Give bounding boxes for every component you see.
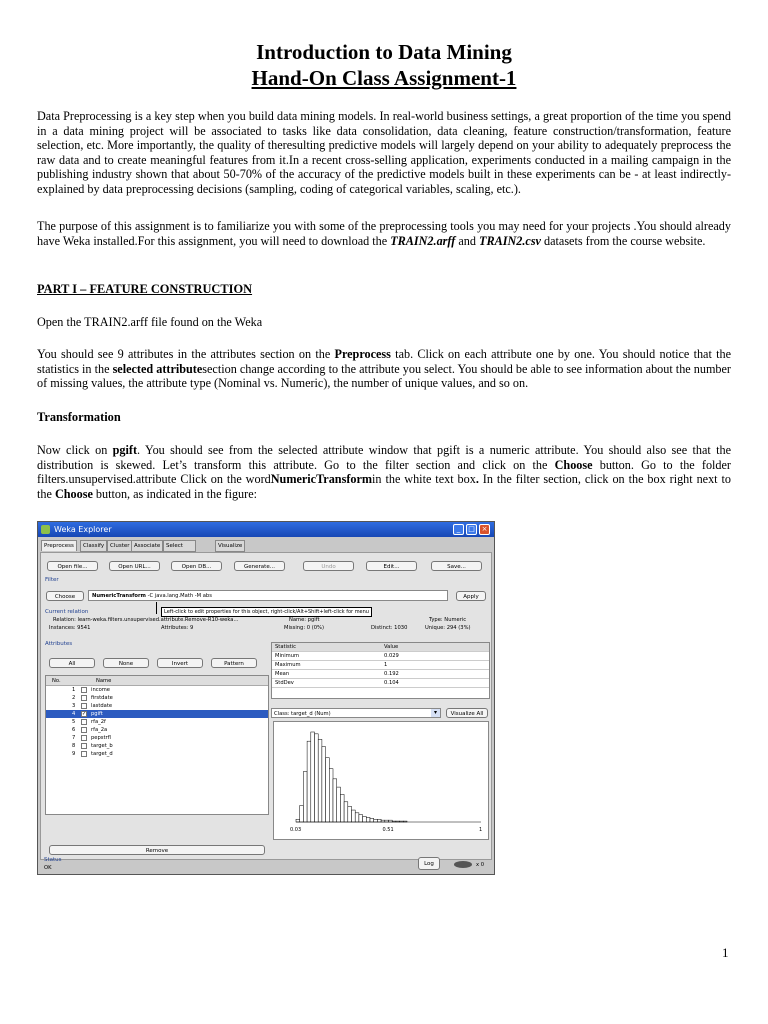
histogram-bar	[296, 819, 300, 822]
pattern-button[interactable]: Pattern	[211, 658, 257, 668]
tooltip-pointer	[156, 602, 157, 614]
attribute-no: 4	[72, 711, 76, 717]
attribute-checkbox[interactable]	[81, 719, 87, 725]
selected-distinct: Distinct: 1030	[371, 625, 408, 631]
none-button[interactable]: None	[103, 658, 149, 668]
attribute-row[interactable]	[46, 710, 268, 718]
transform-paragraph	[37, 443, 731, 501]
class-select-value: Class: target_d (Num)	[274, 711, 331, 717]
filter-textbox[interactable]	[88, 590, 448, 601]
filter-name: NumericTransform	[92, 593, 146, 599]
weka-bird-icon	[41, 525, 50, 534]
stat-row	[272, 670, 489, 679]
histogram-bar	[355, 813, 359, 822]
stat-key: Minimum	[275, 653, 300, 659]
tab-associate[interactable]: Associate	[131, 540, 163, 552]
class-select[interactable]	[271, 708, 441, 718]
selected-missing: Missing: 0 (0%)	[284, 625, 324, 631]
tab-classify[interactable]: Classify	[80, 540, 107, 552]
stat-col-value: Value	[384, 644, 399, 650]
purpose-text-e: datasets from the course website.	[540, 233, 706, 248]
page-number: 1	[722, 945, 729, 960]
histogram-bar	[318, 739, 322, 822]
save-button[interactable]: Save...	[431, 561, 482, 571]
attributes-table-header	[46, 676, 268, 686]
attr-text-a: You should see 9 attributes in the attributes section on the	[37, 347, 335, 361]
stat-key: StdDev	[275, 680, 294, 686]
stat-row	[272, 652, 489, 661]
attribute-row[interactable]	[46, 686, 268, 694]
filter-label: Filter	[45, 577, 59, 583]
attribute-name: rfa_2a	[91, 727, 108, 733]
stats-header	[272, 643, 489, 652]
histogram-bar	[340, 794, 344, 822]
attr-text-c: tab. Click on each attribute one by one. You should notice that the statistics in the	[37, 347, 731, 376]
attribute-checkbox[interactable]	[81, 735, 87, 741]
tab-visualize[interactable]: Visualize	[215, 540, 245, 552]
selected-type: Type: Numeric	[429, 617, 467, 623]
attribute-no: 7	[72, 735, 76, 741]
attribute-checkbox[interactable]	[81, 727, 87, 733]
histogram-bar	[311, 732, 315, 822]
attribute-no: 9	[72, 751, 76, 757]
histogram	[273, 721, 489, 840]
all-button[interactable]: All	[49, 658, 95, 668]
window-title: Weka Explorer	[54, 525, 112, 534]
status-text: OK	[44, 865, 52, 871]
undo-button[interactable]: Undo	[303, 561, 354, 571]
attribute-name: income	[91, 687, 110, 693]
choose-word-2: Choose	[54, 486, 93, 501]
attributes-table	[45, 675, 269, 815]
weka-explorer-window	[37, 521, 495, 875]
choose-word: Choose	[554, 457, 593, 472]
invert-button[interactable]: Invert	[157, 658, 203, 668]
purpose-text-a: The purpose of this assignment is to familiarize you with some of the preprocessing tools you may need for your projects .You should already have Weka installed.For this assignment, you will need to download the	[37, 219, 731, 248]
edit-button[interactable]: Edit...	[366, 561, 417, 571]
selected-attribute-word: selected attribute	[112, 361, 203, 376]
stat-value: 0.104	[384, 680, 399, 686]
col-no: No.	[52, 678, 61, 684]
attribute-name: target_d	[91, 751, 113, 757]
status-label: Status	[44, 857, 62, 863]
pgift-word: pgift	[112, 443, 138, 457]
attribute-checkbox[interactable]	[81, 743, 87, 749]
attribute-name: lastdate	[91, 703, 113, 709]
generate-button[interactable]: Generate...	[234, 561, 285, 571]
weka-titlebar	[38, 522, 494, 537]
attribute-no: 1	[72, 687, 76, 693]
chevron-down-icon[interactable]: ▾	[431, 709, 440, 717]
histogram-bar	[366, 817, 370, 822]
attribute-no: 6	[72, 727, 76, 733]
attribute-row[interactable]	[46, 734, 268, 742]
attribute-checkbox[interactable]	[81, 703, 87, 709]
numeric-transform-word: NumericTransform	[270, 472, 373, 487]
histogram-bar	[352, 810, 356, 822]
histogram-bar	[333, 779, 337, 822]
attribute-no: 3	[72, 703, 76, 709]
stat-key: Mean	[275, 671, 290, 677]
histogram-bar	[363, 816, 367, 822]
tr-text-i: In the filter section, click on the box right next to the	[37, 472, 731, 501]
transformation-heading: Transformation	[37, 410, 121, 424]
tr-text-g: in the white text box	[372, 472, 476, 487]
maximize-icon[interactable]: □	[466, 524, 477, 535]
open-db-button[interactable]: Open DB...	[171, 561, 222, 571]
histogram-bar	[315, 734, 319, 822]
attribute-row[interactable]	[46, 694, 268, 702]
purpose-text-c: and	[455, 233, 480, 248]
histogram-tick-label: 0.51	[382, 827, 394, 833]
attribute-name: rfa_2f	[91, 719, 106, 725]
histogram-bar	[344, 802, 348, 822]
histogram-bar	[300, 805, 304, 822]
tr-period: .	[475, 472, 479, 487]
histogram-bar	[374, 819, 378, 822]
task-count: x 0	[476, 862, 485, 868]
close-icon[interactable]: ×	[479, 524, 490, 535]
preprocess-panel	[40, 552, 492, 860]
attr-text-e: section change according to the attribute you select. You should be able to see information about the number of missing values, the attribute type (Nominal vs. Numeric), the number of unique values, and so on.	[37, 361, 731, 391]
stat-row	[272, 679, 489, 688]
filter-args: -C java.lang.Math -M abs	[145, 593, 212, 599]
histogram-bar	[370, 818, 374, 822]
remove-button[interactable]: Remove	[49, 845, 265, 855]
intro-paragraph: Data Preprocessing is a key step when you build data mining models. In real-world business settings, a great proportion of the time you spend in a data mining project will be associated to tasks like data consolidation, data cleaning, feature construction/transformation, feature selection, etc. More importantly, the quality of theresulting predictive models will largely depend on your ability to adequately preprocess the raw data and to create meaningful features from it.In a recent cross-selling application, experiments conducted in a mailing campaign in the publishing industry shown that about 50-70% of the accuracy of the predictive models built in these experiments can be - at least indirectly- explained by data preprocessing decisions (sampling, coding of categorical variables, scaling, etc.).	[37, 109, 731, 196]
part1-heading: PART I – FEATURE CONSTRUCTION	[37, 282, 253, 296]
histogram-bar	[322, 747, 326, 822]
histogram-bar	[359, 815, 363, 822]
col-name: Name	[96, 678, 112, 684]
tooltip: Left-click to edit properties for this object, right-click/Alt+Shift+left-click for menu	[161, 607, 372, 617]
tr-text-e: button. Go to the folder filters.unsupervised.attribute Click on the word	[37, 457, 731, 487]
attribute-row[interactable]	[46, 742, 268, 750]
attribute-checkbox[interactable]	[81, 687, 87, 693]
relation-text: Relation: learn-weka.filters.unsupervised.attribute.Remove-R10-weka...	[53, 617, 239, 623]
log-button[interactable]: Log	[418, 857, 440, 870]
purpose-paragraph	[37, 219, 731, 248]
histogram-svg	[274, 722, 488, 839]
attributes-paragraph	[37, 347, 731, 391]
histogram-bar	[337, 787, 341, 822]
statistics-table	[271, 642, 490, 699]
histogram-bar	[329, 769, 333, 822]
histogram-bar	[303, 771, 307, 822]
attribute-checkbox[interactable]	[81, 751, 87, 757]
attribute-row[interactable]	[46, 702, 268, 710]
selected-name: Name: pgift	[289, 617, 320, 623]
apply-button[interactable]: Apply	[456, 591, 486, 601]
instances-text: Instances: 9541	[49, 625, 91, 631]
histogram-bar	[348, 806, 352, 822]
train2-csv: TRAIN2.csv	[479, 233, 541, 248]
stat-value: 1	[384, 662, 388, 668]
tab-select-attributes[interactable]: Select	[163, 540, 196, 552]
open-file-button[interactable]: Open file...	[47, 561, 98, 571]
attribute-row[interactable]	[46, 718, 268, 726]
attribute-name: pepstrfl	[91, 735, 111, 741]
weka-bird-status-icon	[454, 861, 472, 868]
attributes-label: Attributes	[45, 641, 73, 647]
attribute-no: 8	[72, 743, 76, 749]
minimize-icon[interactable]: _	[453, 524, 464, 535]
tab-preprocess[interactable]: Preprocess	[41, 540, 77, 551]
histogram-bar	[389, 820, 393, 822]
histogram-tick-label: 0.03	[290, 827, 302, 833]
preprocess-word: Preprocess	[334, 347, 391, 361]
attribute-name: firstdate	[91, 695, 113, 701]
visualize-all-button[interactable]: Visualize All	[446, 708, 488, 718]
attribute-name: pgift	[91, 711, 103, 717]
histogram-bar	[385, 820, 389, 822]
attribute-no: 5	[72, 719, 76, 725]
choose-button[interactable]: Choose	[46, 591, 84, 601]
stat-key: Maximum	[275, 662, 301, 668]
open-url-button[interactable]: Open URL...	[109, 561, 160, 571]
tr-text-a: Now click on	[37, 443, 113, 457]
stat-value: 0.192	[384, 671, 399, 677]
stat-row	[272, 661, 489, 670]
train2-arff: TRAIN2.arff	[390, 233, 456, 248]
attribute-name: target_b	[91, 743, 113, 749]
attribute-checkbox[interactable]	[81, 695, 87, 701]
attribute-row[interactable]	[46, 750, 268, 758]
attribute-no: 2	[72, 695, 76, 701]
histogram-bar	[377, 819, 381, 822]
stat-col-statistic: Statistic	[275, 644, 297, 650]
tr-text-c: . You should see from the selected attribute window that pgift is a numeric attribute. You should also see that the distribution is skewed. Let’s transform this attribute. Go to the filter section and click on the	[37, 443, 731, 472]
tr-text-k: button, as indicated in the figure:	[92, 486, 258, 501]
open-file-paragraph: Open the TRAIN2.arff file found on the Weka	[37, 315, 263, 329]
histogram-tick-label: 1	[479, 827, 483, 833]
document-title: Introduction to Data Mining	[256, 40, 512, 64]
histogram-bar	[326, 758, 330, 822]
histogram-bar	[381, 820, 385, 822]
attributes-count-text: Attributes: 9	[161, 625, 194, 631]
stat-value: 0.029	[384, 653, 399, 659]
histogram-bar	[307, 741, 311, 822]
document-subtitle: Hand-On Class Assignment-1	[251, 66, 517, 90]
status-section	[40, 859, 490, 873]
selected-unique: Unique: 294 (3%)	[425, 625, 471, 631]
attribute-row[interactable]	[46, 726, 268, 734]
current-relation-label: Current relation	[45, 609, 89, 615]
tab-cluster[interactable]: Cluster	[107, 540, 133, 552]
attribute-checkbox[interactable]: ✓	[82, 711, 87, 717]
